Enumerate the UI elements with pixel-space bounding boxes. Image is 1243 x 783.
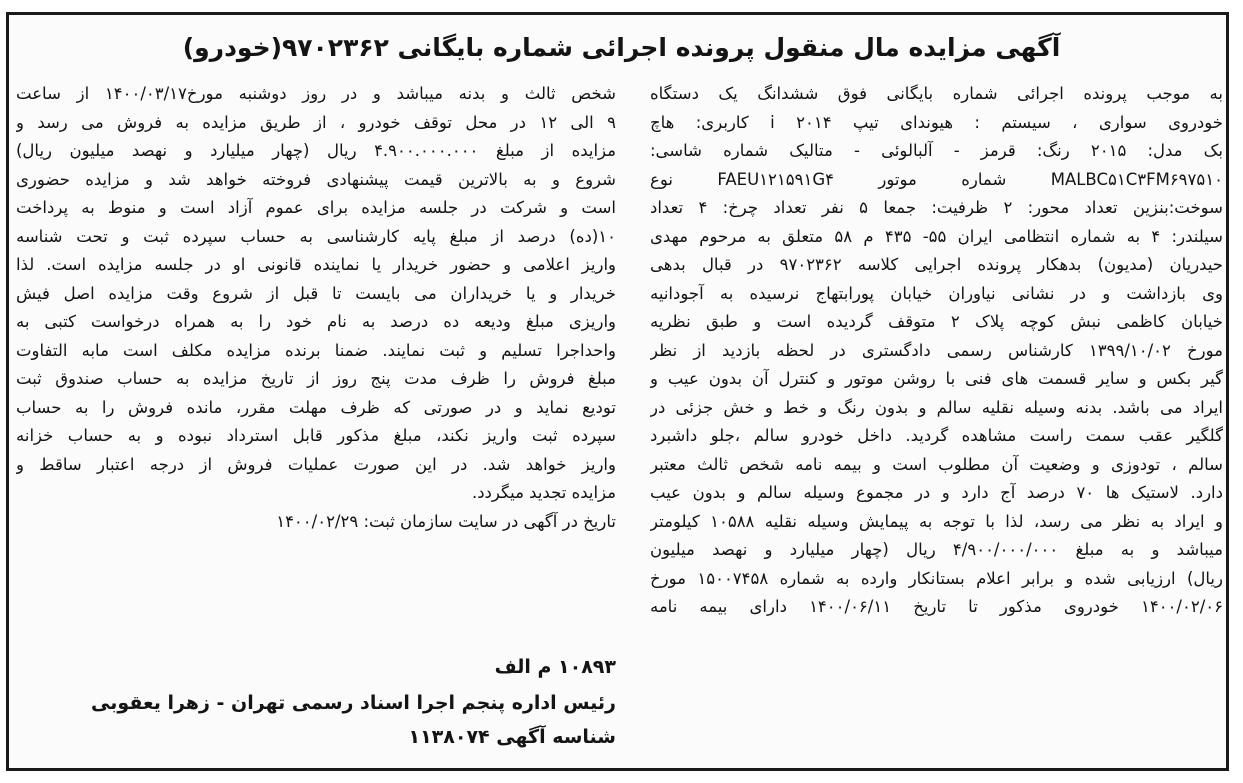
body-right-line: به موجب پرونده اجرائی شماره بایگانی فوق ششدانگ یک دستگاه (650, 84, 1223, 103)
body-right-line: گلگیر عقب سمت راست مشاهده گردید. داخل خودرو سالم ،جلو داشبرد (650, 426, 1223, 445)
body-right-line: گیر بکس و سایر قسمت های فنی با روشن موتور و کنترل آن بدون عیب و (650, 369, 1223, 388)
notice-title: آگهی مزایده مال منقول پرونده اجرائی شماره بایگانی ۹۷۰۲۳۶۲(خودرو) (182, 33, 1061, 62)
body-right-line: مورخ ۱۳۹۹/۱۰/۰۲ کارشناس رسمی دادگستری در لحظه بازدید از نظر (650, 340, 1223, 360)
body-left-line: واریزی مبلغ ودیعه ده درصد به نام خود را به همراه درخواست کتبی به (16, 312, 616, 331)
body-left-line: واریز اعلامی و حضور خریدار یا نماینده قانونی او در جلسه مزایده است. لذا (16, 255, 616, 274)
body-left-line: تودیع نماید و در صورتی که ظرف مهلت مقرر، مانده فروش را به حساب (16, 397, 616, 417)
body-left-line: مزایده تجدید میگردد. (471, 483, 616, 502)
body-right-line: ریال) ارزیابی شده و برابر اعلام بستانکار وارده به شماره ۱۵۰۰۷۴۵۸ مورخ (650, 568, 1223, 588)
body-left-line: مزایده از مبلغ ۴.۹۰۰.۰۰۰.۰۰۰ ریال (چهار میلیارد و نهصد میلیون ریال) (16, 141, 616, 160)
body-right-line: وی بازداشت و در نشانی نیاوران خیابان پورابتهاج نرسیده به آجودانیه (650, 283, 1223, 303)
body-right-line: میباشد و به مبلغ ۴/۹۰۰/۰۰۰/۰۰۰ ریال (چهار میلیارد و نهصد میلیون (650, 540, 1223, 559)
body-left-line: ۹ الی ۱۲ در محل توقف خودرو ، از طریق مزایده به فروش می رسد و (16, 112, 616, 132)
body-right-line: ۱۴۰۰/۰۲/۰۶ خودروی مذکور تا تاریخ ۱۴۰۰/۰۶/۱۱ دارای بیمه نامه (650, 597, 1223, 616)
body-right-line: سالم ، تودوزی و وضعیت آن مطلوب است و بیمه نامه شخص ثالث معتبر (650, 454, 1223, 474)
body-left-line: است و شرکت در جلسه مزایده برای عموم آزاد است و منوط به پرداخت (16, 198, 616, 217)
body-left-line: شروع و به بالاترین قیمت پیشنهادی فروخته خواهد شد و مزایده حضوری (16, 169, 616, 189)
notice-body-right-column (650, 80, 1223, 622)
body-left-line: واریز خواهد شد. در این صورت عملیات فروش از درجه اعتبار ساقط و (16, 454, 616, 474)
body-right-line: بک مدل: ۲۰۱۵ رنگ: قرمز - آلبالوئی - متالیک شماره شاسی: (650, 141, 1223, 160)
body-left-line: شخص ثالث و بدنه میباشد و در روز دوشنبه مورخ۱۴۰۰/۰۳/۱۷ از ساعت (16, 84, 616, 103)
signatory-line: رئیس اداره پنجم اجرا اسناد رسمی تهران - زهرا یعقوبی (91, 692, 616, 714)
body-right-line: حیدریان (مدیون) بدهکار پرونده اجرایی کلاسه ۹۷۰۲۳۶۲ در قبال بدهی (650, 255, 1223, 274)
body-left-line: واحداجرا تسلیم و ثبت نمایند. ضمنا برنده مزایده مکلف است مابه التفاوت (16, 340, 616, 360)
body-right-line: سیلندر: ۴ به شماره انتظامی ایران ۵۵- ۴۳۵ م ۵۸ متعلق به مرحوم مهدی (650, 226, 1223, 246)
body-left-line: مبلغ فروش را ظرف مدت پنج روز از تاریخ مزایده به حساب صندوق ثبت (16, 369, 616, 388)
body-right-line: سوخت:بنزین تعداد محور: ۲ ظرفیت: جمعا ۵ نفر تعداد چرخ: ۴ تعداد (650, 198, 1223, 217)
body-right-line: دارد. لاستیک ها ۷۰ درصد آج دارد و در مجموع وسیله سالم و بدون عیب (650, 483, 1223, 502)
body-left-line: خریدار و یا خریداران می بایست تا قبل از شروع وقت مزایده اصل فیش (16, 283, 616, 303)
body-right-line: MALBC۵۱C۳FM۶۹۷۵۱۰ شماره موتور FAEU۱۲۱۵۹۱G۴ نوع (650, 169, 1223, 189)
body-right-line: ایراد می باشد. بدنه وسیله نقلیه سالم و بدون رنگ و خط و خش جزئی در (650, 397, 1223, 417)
body-right-line: خودروی سواری ، سیستم : هیوندای تیپ ۲۰۱۴ i کاربری: هاچ (650, 112, 1223, 132)
body-left-line: ۱۰(ده) درصد از مبلغ پایه کارشناسی به حساب سپرده ثبت و تحت شناسه (16, 226, 616, 246)
notice-body-left-column (16, 80, 616, 536)
body-left-line: تاریخ در آگهی در سایت سازمان ثبت: ۱۴۰۰/۰۲/۲۹ (276, 511, 616, 531)
body-right-line: خیابان کاظمی نبش کوچه پلاک ۲ متوقف گردیده است و طبق نظریه (650, 312, 1223, 331)
body-right-line: و ایراد به نظر می رسد، لذا با توجه به پیمایش وسیله نقلیه ۱۰۵۸۸ کیلومتر (650, 511, 1223, 531)
body-left-line: سپرده ثبت واریز نکند، مبلغ مذکور قابل استرداد نبوده و به حساب خزانه (16, 426, 616, 445)
notice-reference-code: ۱۰۸۹۳ م الف (494, 656, 616, 678)
notice-id: شناسه آگهی ۱۱۳۸۰۷۴ (408, 726, 616, 748)
